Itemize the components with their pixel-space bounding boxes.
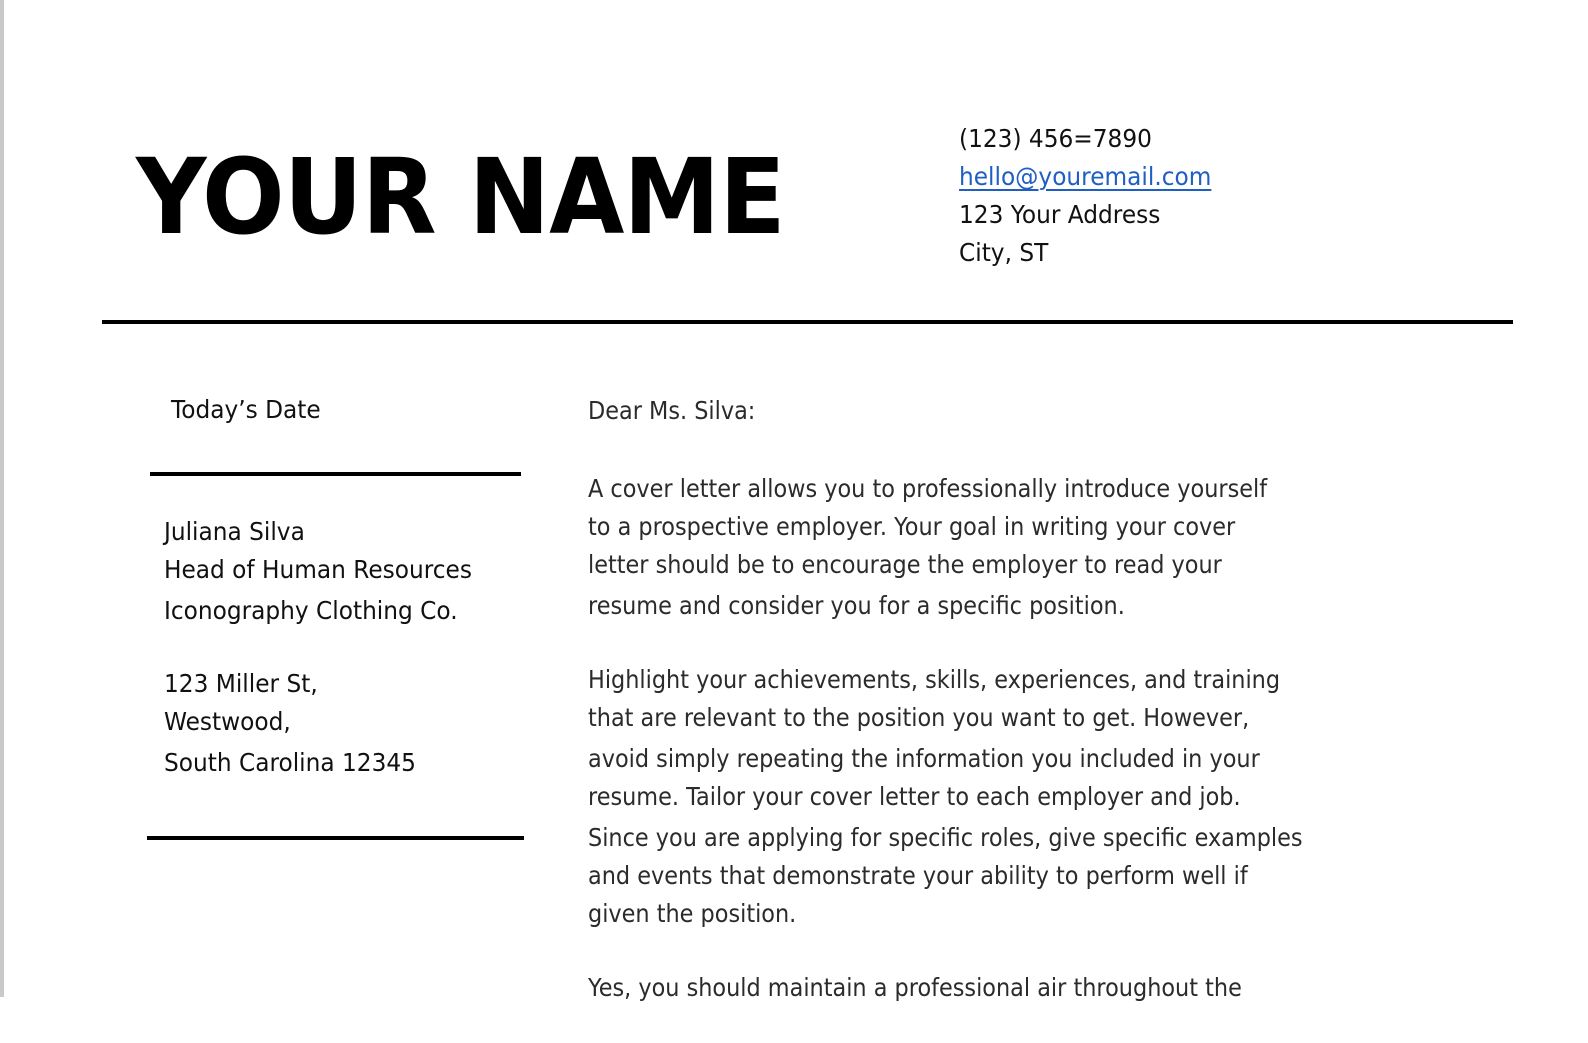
sidebar-divider-bottom: [147, 836, 524, 840]
recipient-address: [164, 665, 416, 782]
paragraph-line: resume. Tailor your cover letter to each employer and job.: [588, 782, 1241, 811]
contact-address: 123 Your Address: [959, 200, 1161, 229]
paragraph-line: and events that demonstrate your ability to perform well if: [588, 861, 1248, 890]
paragraph-line: Yes, you should maintain a professional air throughout the: [588, 973, 1242, 1002]
paragraph-line: A cover letter allows you to professionally introduce yourself: [588, 474, 1268, 503]
body-paragraph: [588, 969, 1358, 1007]
contact-phone: (123) 456=7890: [959, 124, 1152, 153]
salutation: Dear Ms. Silva:: [588, 396, 756, 425]
recipient-city: Westwood,: [164, 707, 291, 736]
recipient-name: Juliana Silva: [164, 517, 305, 546]
paragraph-line: letter should be to encourage the employer to read your: [588, 550, 1222, 579]
recipient-state-zip: South Carolina 12345: [164, 748, 416, 777]
document-page: [4, 0, 1588, 1002]
contact-city: City, ST: [959, 238, 1049, 267]
header-divider: [102, 320, 1513, 324]
recipient-identity: [164, 513, 472, 630]
paragraph-line: avoid simply repeating the information you included in your: [588, 744, 1260, 773]
recipient-title: Head of Human Resources: [164, 555, 472, 584]
paragraph-line: Since you are applying for specific roles, give specific examples: [588, 823, 1303, 852]
letter-body: [588, 392, 1358, 1043]
body-paragraph: [588, 470, 1358, 625]
applicant-name-heading: YOUR NAME: [136, 136, 785, 258]
body-paragraph: [588, 661, 1358, 933]
recipient-street: 123 Miller St,: [164, 669, 318, 698]
letter-date: Today’s Date: [171, 395, 321, 424]
contact-email-link[interactable]: hello@youremail.com: [959, 162, 1212, 191]
paragraph-line: given the position.: [588, 899, 797, 928]
contact-block: [959, 120, 1211, 272]
paragraph-line: to a prospective employer. Your goal in writing your cover: [588, 512, 1236, 541]
paragraph-line: resume and consider you for a specific position.: [588, 591, 1125, 620]
recipient-company: Iconography Clothing Co.: [164, 596, 458, 625]
paragraph-line: Highlight your achievements, skills, experiences, and training: [588, 665, 1281, 694]
sidebar-divider-top: [150, 472, 521, 476]
paragraph-line: that are relevant to the position you want to get. However,: [588, 703, 1250, 732]
